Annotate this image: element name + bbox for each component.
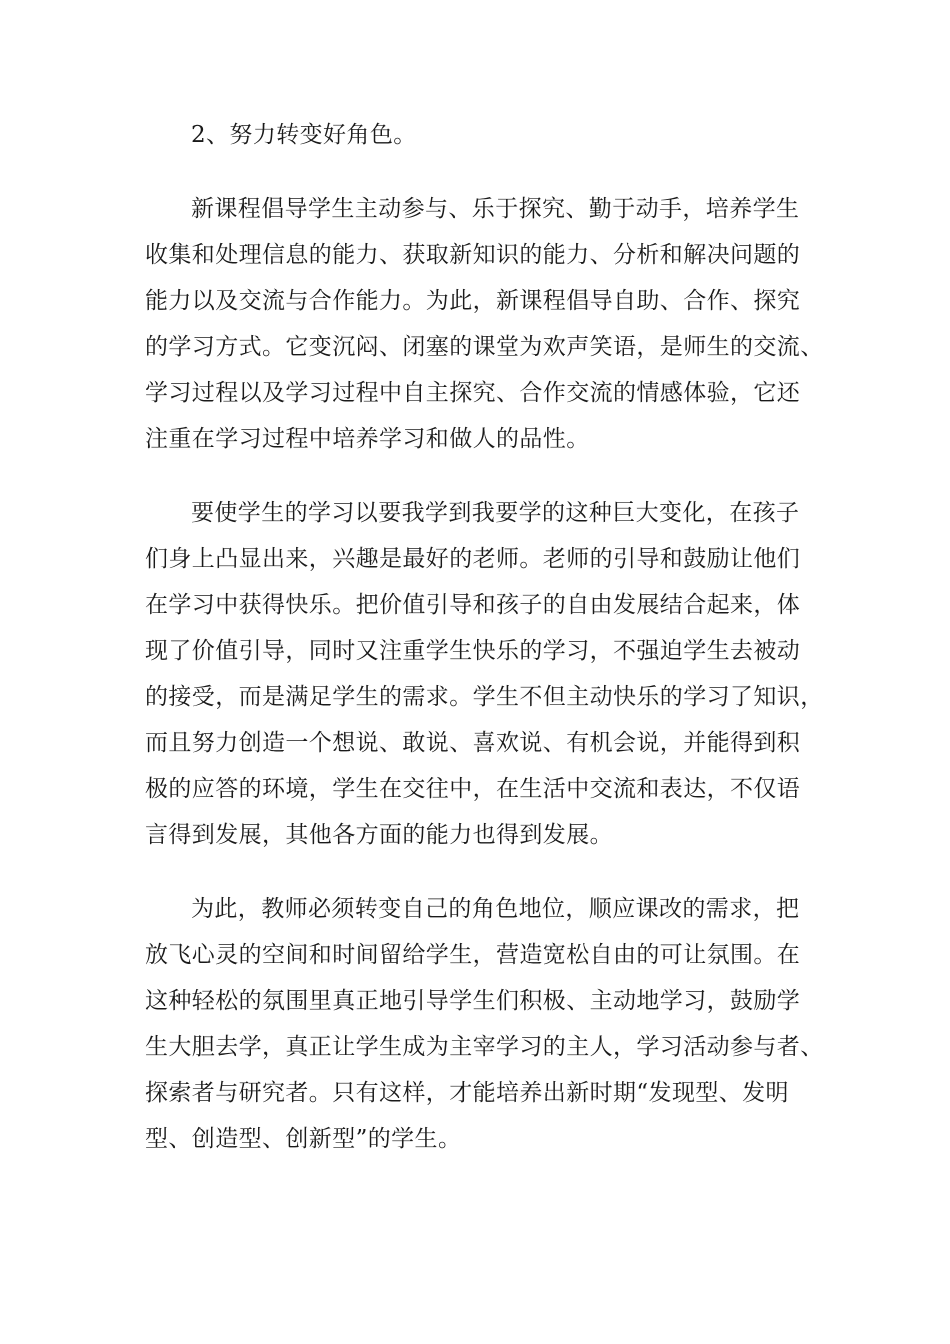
paragraph-line: 注重在学习过程中培养学习和做人的品性。 bbox=[145, 426, 590, 452]
paragraph-line: 要使学生的学习以要我学到我要学的这种巨大变化，在孩子 bbox=[191, 500, 800, 526]
document-body bbox=[145, 112, 824, 1162]
paragraph-line: 极的应答的环境，学生在交往中，在生活中交流和表达，不仅语 bbox=[145, 776, 801, 802]
paragraph-line: 这种轻松的氛围里真正地引导学生们积极、主动地学习，鼓励学 bbox=[145, 988, 801, 1014]
paragraph-line: 探索者与研究者。只有这样，才能培养出新时期“发现型、发明 bbox=[145, 1080, 789, 1106]
paragraph-line: 收集和处理信息的能力、获取新知识的能力、分析和解决问题的 bbox=[145, 242, 801, 268]
paragraph-gap bbox=[145, 858, 810, 886]
paragraph-line: 的接受，而是满足学生的需求。学生不但主动快乐的学习了知识， bbox=[145, 684, 824, 710]
paragraph-1 bbox=[145, 186, 824, 462]
paragraph-gap bbox=[145, 158, 810, 186]
paragraph-line: 言得到发展，其他各方面的能力也得到发展。 bbox=[145, 822, 613, 848]
paragraph-line: 现了价值引导，同时又注重学生快乐的学习，不强迫学生去被动 bbox=[145, 638, 801, 664]
paragraph-2 bbox=[145, 490, 824, 858]
paragraph-line: 生大胆去学，真正让学生成为主宰学习的主人，学习活动参与者、 bbox=[145, 1034, 824, 1060]
paragraph-line: 在学习中获得快乐。把价值引导和孩子的自由发展结合起来，体 bbox=[145, 592, 801, 618]
paragraph-gap bbox=[145, 462, 810, 490]
paragraph-line: 们身上凸显出来，兴趣是最好的老师。老师的引导和鼓励让他们 bbox=[145, 546, 801, 572]
paragraph-line: 学习过程以及学习过程中自主探究、合作交流的情感体验，它还 bbox=[145, 380, 801, 406]
paragraph-line: 能力以及交流与合作能力。为此，新课程倡导自助、合作、探究 bbox=[145, 288, 801, 314]
paragraph-3 bbox=[145, 886, 824, 1162]
paragraph-line: 型、创造型、创新型”的学生。 bbox=[145, 1126, 462, 1152]
paragraph-line: 为此，教师必须转变自己的角色地位，顺应课改的需求，把 bbox=[191, 896, 800, 922]
paragraph-line: 而且努力创造一个想说、敢说、喜欢说、有机会说，并能得到积 bbox=[145, 730, 801, 756]
paragraph-line: 新课程倡导学生主动参与、乐于探究、勤于动手，培养学生 bbox=[191, 196, 800, 222]
paragraph-line: 放飞心灵的空间和时间留给学生，营造宽松自由的可让氛围。在 bbox=[145, 942, 801, 968]
section-heading: 2、努力转变好角色。 bbox=[191, 122, 417, 148]
paragraph-line: 的学习方式。它变沉闷、闭塞的课堂为欢声笑语，是师生的交流、 bbox=[145, 334, 824, 360]
